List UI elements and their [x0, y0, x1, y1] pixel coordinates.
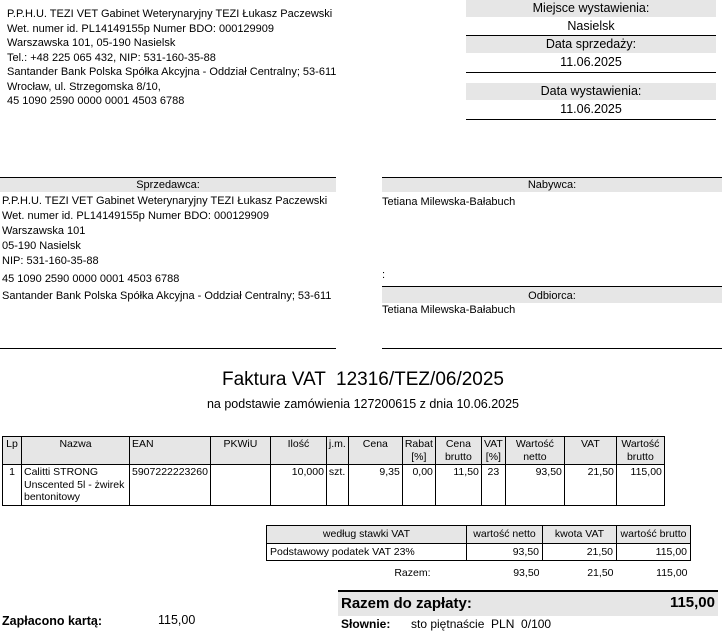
total-to-pay-bar — [338, 590, 718, 616]
seller-header-line: Wet. numer id. PL14149155p Numer BDO: 000129909 — [7, 22, 275, 35]
seller-header-line: 45 1090 2590 0000 0001 4503 6788 — [7, 95, 185, 107]
seller-line: Warszawska 101 — [2, 225, 86, 237]
seller-line: Wet. numer id. PL14149155p Numer BDO: 000129909 — [2, 210, 270, 222]
col-jm: j.m. — [326, 437, 348, 465]
vat-col-net: wartość netto — [467, 526, 543, 544]
seller-line: NIP: 531-160-35-88 — [2, 255, 99, 267]
cell-net-value: 93,50 — [505, 465, 564, 506]
cell-discount: 0,00 — [402, 465, 435, 506]
sale-date-value: 11.06.2025 — [560, 55, 622, 69]
words-value: sto piętnaście PLN 0/100 — [411, 617, 552, 631]
vat-total-row — [267, 561, 691, 582]
col-vat-amount: VAT — [564, 437, 616, 465]
col-nazwa: Nazwa — [22, 437, 130, 465]
cell-vat-rate: 23 — [481, 465, 505, 506]
vat-total-vat: 21,50 — [587, 567, 614, 579]
col-rabat: Rabat [%] — [402, 437, 435, 465]
cell-pkwiu — [210, 465, 270, 506]
seller-line: 45 1090 2590 0000 0001 4503 6788 — [2, 273, 180, 285]
invoice-title: Faktura VAT 12316/TEZ/06/2025 — [222, 369, 504, 390]
vat-rate-name: Podstawowy podatek VAT 23% — [267, 543, 467, 561]
seller-header-line: Tel.: +48 225 065 432, NIP: 531-160-35-88 — [7, 51, 216, 64]
total-to-pay-label: Razem do zapłaty: — [341, 595, 472, 612]
issue-date-label: Data wystawienia: — [466, 83, 716, 100]
items-header-row — [3, 437, 665, 465]
vat-summary-header — [267, 526, 691, 544]
vat-col-vat: kwota VAT — [543, 526, 617, 544]
vat-total-gross: 115,00 — [656, 567, 688, 579]
buyer-colon: : — [382, 269, 386, 281]
seller-details — [2, 194, 342, 304]
place-value: Nasielsk — [567, 19, 615, 33]
vat-summary-table — [266, 525, 691, 582]
cell-name: Calitti STRONG Unscented 5l - żwirek bentonitowy — [22, 465, 130, 506]
vat-col-gross: wartość brutto — [617, 526, 691, 544]
cell-lp: 1 — [3, 465, 22, 506]
vat-net: 93,50 — [467, 543, 543, 561]
seller-header-line: Wrocław, ul. Strzegomska 8/10, — [7, 80, 161, 93]
col-lp: Lp — [3, 437, 22, 465]
col-cena: Cena — [348, 437, 402, 465]
buyer-title: Nabywca: — [382, 178, 722, 192]
vat-amount: 21,50 — [543, 543, 617, 561]
seller-header — [7, 7, 357, 109]
vat-col-rate: według stawki VAT — [267, 526, 467, 544]
col-wartosc-netto: Wartość netto — [505, 437, 564, 465]
paid-card-label: Zapłacono kartą: — [2, 614, 103, 628]
col-ilosc: Ilość — [270, 437, 326, 465]
seller-line: P.P.H.U. TEZI VET Gabinet Weterynaryjny TEZI Łukasz Paczewski — [2, 195, 328, 207]
vat-gross: 115,00 — [617, 543, 691, 561]
table-row — [267, 543, 691, 561]
col-wartosc-brutto: Wartość brutto — [616, 437, 664, 465]
recipient-title: Odbiorca: — [382, 287, 722, 303]
col-pkwiu: PKWiU — [210, 437, 270, 465]
vat-total-net: 93,50 — [513, 567, 540, 579]
seller-title: Sprzedawca: — [0, 178, 336, 192]
seller-line: Santander Bank Polska Spółka Akcyjna - Oddział Centralny; 53-611 — [2, 290, 332, 302]
col-vat-rate: VAT [%] — [481, 437, 505, 465]
sale-date-label: Data sprzedaży: — [466, 36, 716, 53]
col-cena-brutto: Cena brutto — [435, 437, 481, 465]
cell-vat-amount: 21,50 — [564, 465, 616, 506]
invoice-subtitle: na podstawie zamówienia 127200615 z dnia 10.06.2025 — [206, 397, 520, 411]
words-label: Słownie: — [341, 617, 391, 631]
cell-qty: 10,000 — [270, 465, 326, 506]
items-table — [2, 436, 665, 506]
place-label: Miejsce wystawienia: — [466, 0, 716, 17]
seller-header-line: P.P.H.U. TEZI VET Gabinet Weterynaryjny TEZI Łukasz Paczewski — [7, 8, 333, 20]
paid-card-value: 115,00 — [158, 613, 196, 627]
table-row — [3, 465, 665, 506]
buyer-name: Tetiana Milewska-Bałabuch — [382, 196, 516, 208]
issue-date-value: 11.06.2025 — [560, 102, 622, 116]
total-to-pay-value: 115,00 — [669, 594, 715, 611]
vat-total-label: Razem: — [394, 567, 431, 579]
cell-gross-value: 115,00 — [616, 465, 664, 506]
cell-unit: szt. — [326, 465, 348, 506]
issue-info-box — [466, 0, 716, 120]
col-ean: EAN — [130, 437, 211, 465]
recipient-name: Tetiana Milewska-Bałabuch — [382, 304, 516, 316]
cell-gross-price: 11,50 — [435, 465, 481, 506]
cell-ean: 5907222223260 — [130, 465, 211, 506]
cell-price: 9,35 — [348, 465, 402, 506]
seller-header-line: Warszawska 101, 05-190 Nasielsk — [7, 37, 176, 49]
seller-header-line: Santander Bank Polska Spółka Akcyjna - Oddział Centralny; 53-611 — [7, 66, 337, 78]
seller-line: 05-190 Nasielsk — [2, 240, 81, 252]
